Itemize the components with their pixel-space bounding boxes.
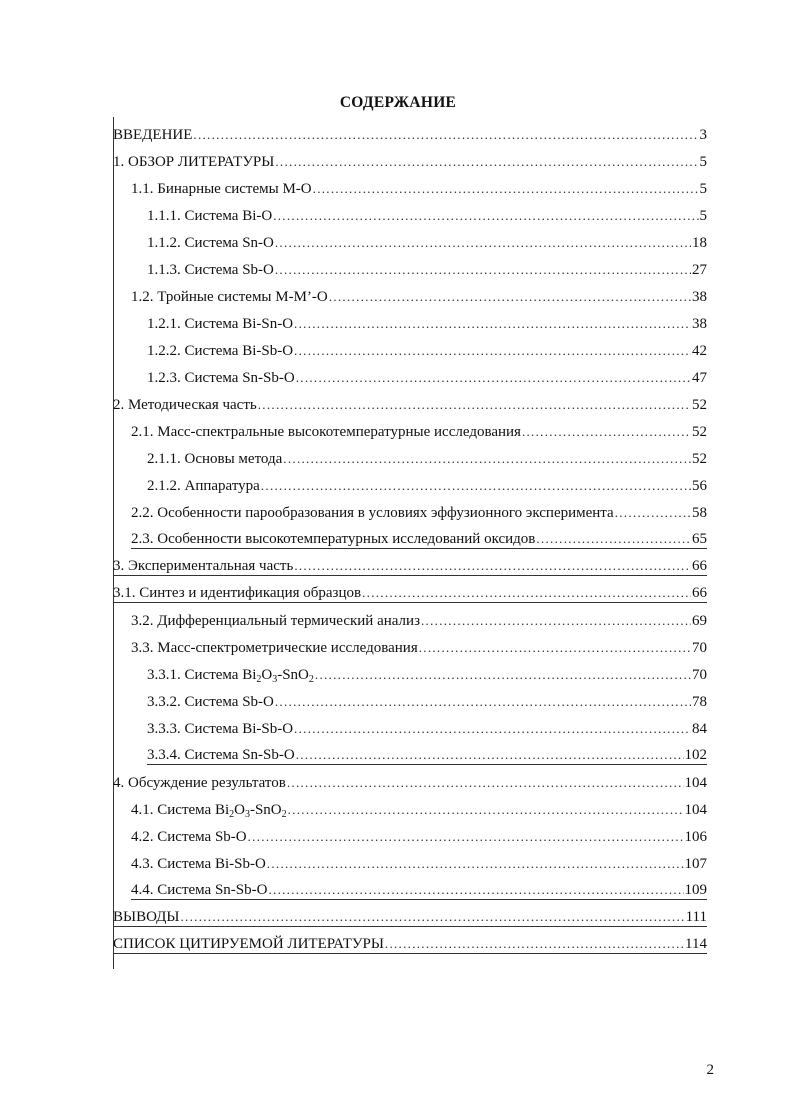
toc-entry-page: 107 [684,856,707,872]
toc-entry-label: 1.1. Бинарные системы М-О [131,181,312,197]
toc-leader-dots [294,315,691,333]
toc-entry-label: 4.2. Система Sb-O [131,829,247,845]
toc-entry-page: 18 [692,235,707,251]
toc-entry-label: 3.1. Синтез и идентификация образцов [113,585,362,601]
toc-leader-dots [267,855,684,873]
toc-leader-dots [294,557,691,575]
toc-entry-label: 1.1.2. Система Sn-O [147,235,274,251]
toc-entry-page: 104 [684,775,707,791]
toc-entry-2-1-2[interactable] [147,468,707,495]
subscript: 3 [244,809,250,820]
toc-entry-label: 3.3. Масс-спектрометрические исследования [131,640,418,656]
toc-entry-page: 3 [699,127,707,143]
toc-entry-page: 52 [692,424,707,440]
subscript: 2 [281,809,287,820]
toc-entry-label: 2.1.1. Основы метода [147,451,283,467]
toc-entry-1-2-1[interactable] [147,306,707,333]
toc-entry-label: 1. ОБЗОР ЛИТЕРАТУРЫ [113,154,275,170]
toc-leader-dots [385,935,684,953]
label-part: O [234,802,245,818]
toc-entry-2-2[interactable] [131,495,707,522]
toc-leader-dots [258,396,691,414]
toc-leader-dots [248,828,684,846]
toc-leader-dots [522,423,691,441]
toc-leader-dots [419,639,691,657]
toc-leader-dots [294,720,691,738]
toc-leader-dots [296,746,684,764]
toc-entry-label [131,801,287,819]
toc-entry-3-2[interactable] [131,603,707,630]
toc-entry-label: 3.2. Дифференциальный термический анализ [131,613,420,629]
toc-entry-page: 66 [692,558,707,574]
toc-entry-page: 52 [692,397,707,413]
toc-entry-3-3-4[interactable] [147,738,707,765]
toc-leader-dots [421,612,691,630]
toc-entry-page: 65 [692,531,707,547]
toc-entry-label: 2.1.2. Аппаратура [147,478,260,494]
toc-entry-label: 3.3.2. Система Sb-O [147,694,274,710]
toc-leader-dots [313,180,699,198]
label-part: 4.1. Система Bi [131,802,230,818]
toc-entry-label: 1.2. Тройные системы М-М’-О [131,289,328,305]
toc-entry-1-1-3[interactable] [147,252,707,279]
toc-entry-page: 102 [684,747,707,763]
toc-leader-dots [261,477,691,495]
toc-entry-label: ВВЕДЕНИЕ [113,127,193,143]
toc-entry-label: 2.2. Особенности парообразования в условиях эффузионного эксперимента [131,505,614,521]
toc-leader-dots [275,153,698,171]
toc-leader-dots [536,530,691,548]
toc-entry-label [147,666,314,684]
page-title: СОДЕРЖАНИЕ [339,94,457,111]
toc-entry-label: 1.1.1. Система Bi-O [147,208,273,224]
toc-entry-label: 3.3.3. Система Bi-Sb-O [147,721,294,737]
toc-entry-label: 3.3.4. Система Sn-Sb-O [147,747,295,763]
subscript: 2 [256,674,262,685]
toc-entry-label: 3. Экспериментальная часть [113,558,294,574]
toc-entry-label: ВЫВОДЫ [113,909,180,925]
toc-entry-label: 4.4. Система Sn-Sb-O [131,882,268,898]
toc-entry-4-1[interactable] [131,792,707,819]
toc-leader-dots [615,504,691,522]
toc-leader-dots [296,369,691,387]
toc-leader-dots [288,801,684,819]
toc-leader-dots [193,126,698,144]
toc-entry-introduction[interactable] [113,117,707,144]
toc-leader-dots [287,774,684,792]
toc-entry-page: 109 [684,882,707,898]
toc-entry-1-2[interactable] [131,279,707,306]
toc-leader-dots [329,288,691,306]
label-part: 3.3.1. Система Bi [147,667,257,683]
toc-entry-page: 69 [692,613,707,629]
toc-entry-label: 2.3. Особенности высокотемпературных исследований оксидов [131,531,536,547]
toc-entry-4-4[interactable] [131,873,707,900]
toc-entry-4-2[interactable] [131,819,707,846]
toc-entry-page: 114 [685,936,707,952]
toc-leader-dots [273,207,698,225]
toc-leader-dots [294,342,691,360]
toc-entry-page: 56 [692,478,707,494]
toc-entry-page: 47 [692,370,707,386]
toc-entry-1-1-1[interactable] [147,198,707,225]
toc-entry-label: 1.1.3. Система Sb-O [147,262,274,278]
toc-entry-3-1[interactable] [113,576,707,603]
toc-entry-page: 52 [692,451,707,467]
toc-leader-dots [275,693,691,711]
toc-leader-dots [268,881,683,899]
toc-entry-references[interactable] [113,927,707,954]
toc-entry-label: 2.1. Масс-спектральные высокотемпературные исследования [131,424,521,440]
toc-entry-4[interactable] [113,765,707,792]
toc-entry-1-2-2[interactable] [147,333,707,360]
subscript: 3 [272,674,278,685]
toc-entry-3-3-2[interactable] [147,684,707,711]
toc-entry-label: 1.2.2. Система Bi-Sb-O [147,343,294,359]
toc-entry-label: 1.2.3. Система Sn-Sb-O [147,370,295,386]
toc-entry-page: 58 [692,505,707,521]
toc-entry-label: 1.2.1. Система Bi-Sn-O [147,316,294,332]
toc-entry-1-1[interactable] [131,171,707,198]
toc-entry-3-3-1[interactable] [147,657,707,684]
toc-entry-label: СПИСОК ЦИТИРУЕМОЙ ЛИТЕРАТУРЫ [113,936,384,952]
toc-entry-page: 5 [699,208,707,224]
toc-entry-2-1[interactable] [131,414,707,441]
subscript: 2 [308,674,314,685]
label-part: -SnO [277,667,309,683]
toc-entry-page: 38 [692,289,707,305]
toc-leader-dots [315,666,691,684]
toc-leader-dots [362,584,691,602]
toc-entry-page: 78 [692,694,707,710]
toc-entry-1-1-2[interactable] [147,225,707,252]
toc-entry-2-1-1[interactable] [147,441,707,468]
toc-entry-page: 42 [692,343,707,359]
toc-entry-3-3-3[interactable] [147,711,707,738]
toc-entry-3-3[interactable] [131,630,707,657]
toc-entry-page: 5 [699,154,707,170]
page-number: 2 [706,1062,714,1078]
toc-entry-page: 111 [685,909,707,925]
toc-entry-page: 27 [692,262,707,278]
toc-entry-page: 38 [692,316,707,332]
toc-entry-page: 70 [692,667,707,683]
toc-entry-page: 70 [692,640,707,656]
toc-leader-dots [275,234,691,252]
toc-leader-dots [283,450,691,468]
toc-entry-label: 4.3. Система Bi-Sb-O [131,856,266,872]
toc-entry-4-3[interactable] [131,846,707,873]
table-left-border [113,117,114,969]
toc-leader-dots [181,908,685,926]
toc-entry-page: 5 [699,181,707,197]
toc-entry-page: 104 [684,802,707,818]
toc-entry-label: 2. Методическая часть [113,397,257,413]
toc-entry-2-3[interactable] [131,522,707,549]
toc-entry-page: 84 [692,721,707,737]
toc-leader-dots [275,261,691,279]
toc-entry-1[interactable] [113,144,707,171]
toc-entry-conclusions[interactable] [113,900,707,927]
toc-entry-2[interactable] [113,387,707,414]
toc-entry-3[interactable] [113,549,707,576]
label-part: -SnO [249,802,282,818]
toc-entry-page: 66 [692,585,707,601]
toc-entry-1-2-3[interactable] [147,360,707,387]
toc-entry-label: 4. Обсуждение результатов [113,775,286,791]
label-part: O [261,667,273,683]
toc-entry-page: 106 [684,829,707,845]
subscript: 2 [229,809,235,820]
